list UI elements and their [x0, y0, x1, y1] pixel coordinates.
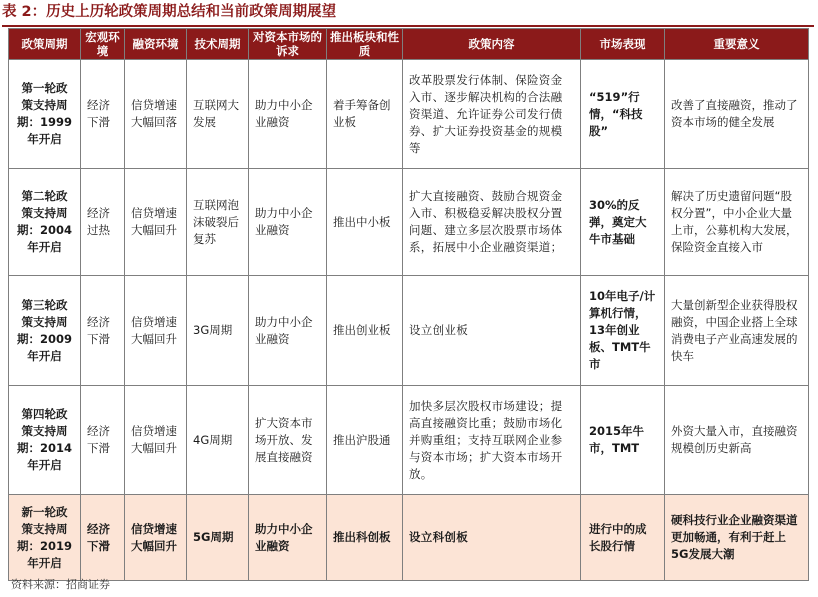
cell-board: 推出中小板 — [327, 169, 403, 276]
cell-significance: 外资大量入市，直接融资规模创历史新高 — [665, 386, 809, 495]
table-row — [9, 386, 809, 495]
cell-round: 第二轮政策支持周期：2004年开启 — [9, 169, 81, 276]
cell-market: “519”行情，“科技股” — [581, 60, 665, 169]
policy-cycle-table — [8, 28, 809, 581]
cell-content: 加快多层次股权市场建设；提高直接融资比重；鼓励市场化并购重组；支持互联网企业参与资本市场；扩大资本市场开放。 — [403, 386, 581, 495]
header-cell: 融资环境 — [125, 29, 187, 60]
cell-demand: 助力中小企业融资 — [249, 169, 327, 276]
table-row — [9, 60, 809, 169]
header-cell: 对资本市场的诉求 — [249, 29, 327, 60]
cell-financing: 信贷增速大幅回升 — [125, 169, 187, 276]
cell-board: 推出沪股通 — [327, 386, 403, 495]
cell-market: 进行中的成长股行情 — [581, 495, 665, 581]
cell-content: 设立科创板 — [403, 495, 581, 581]
table-title: 表 2：历史上历轮政策周期总结和当前政策周期展望 — [2, 4, 337, 20]
table-row — [9, 276, 809, 386]
cell-round: 第三轮政策支持周期：2009年开启 — [9, 276, 81, 386]
source-note: 资料来源：招商证券 — [11, 578, 110, 591]
cell-significance: 解决了历史遗留问题“股权分置”，中小企业大量上市，公募机构大发展，保险资金直接入市 — [665, 169, 809, 276]
cell-demand: 助力中小企业融资 — [249, 276, 327, 386]
cell-significance: 大量创新型企业获得股权融资，中国企业搭上全球消费电子产业高速发展的快车 — [665, 276, 809, 386]
cell-financing: 信贷增速大幅回落 — [125, 60, 187, 169]
header-cell: 推出板块和性质 — [327, 29, 403, 60]
header-cell: 政策内容 — [403, 29, 581, 60]
table-row-highlighted — [9, 495, 809, 581]
cell-tech: 4G周期 — [187, 386, 249, 495]
cell-demand: 助力中小企业融资 — [249, 60, 327, 169]
cell-round: 第四轮政策支持周期：2014年开启 — [9, 386, 81, 495]
cell-board: 推出创业板 — [327, 276, 403, 386]
cell-round: 新一轮政策支持周期：2019年开启 — [9, 495, 81, 581]
cell-macro: 经济下滑 — [81, 495, 125, 581]
cell-board: 推出科创板 — [327, 495, 403, 581]
cell-demand: 助力中小企业融资 — [249, 495, 327, 581]
cell-content: 设立创业板 — [403, 276, 581, 386]
header-cell: 市场表现 — [581, 29, 665, 60]
cell-tech: 5G周期 — [187, 495, 249, 581]
table-row — [9, 169, 809, 276]
cell-macro: 经济下滑 — [81, 386, 125, 495]
title-underline — [2, 25, 814, 27]
cell-financing: 信贷增速大幅回升 — [125, 386, 187, 495]
cell-market: 30%的反弹，奠定大牛市基础 — [581, 169, 665, 276]
cell-content: 扩大直接融资、鼓励合规资金入市、积极稳妥解决股权分置问题、建立多层次股票市场体系，拓展中小企业融资渠道； — [403, 169, 581, 276]
cell-financing: 信贷增速大幅回升 — [125, 276, 187, 386]
cell-market: 10年电子/计算机行情，13年创业板、TMT牛市 — [581, 276, 665, 386]
header-cell: 技术周期 — [187, 29, 249, 60]
cell-tech: 3G周期 — [187, 276, 249, 386]
cell-round: 第一轮政策支持周期：1999年开启 — [9, 60, 81, 169]
header-cell: 政策周期 — [9, 29, 81, 60]
cell-significance: 硬科技行业企业融资渠道更加畅通，有利于赶上5G发展大潮 — [665, 495, 809, 581]
cell-tech: 互联网大发展 — [187, 60, 249, 169]
header-cell: 宏观环境 — [81, 29, 125, 60]
cell-market: 2015年牛市，TMT — [581, 386, 665, 495]
cell-macro: 经济下滑 — [81, 60, 125, 169]
header-cell: 重要意义 — [665, 29, 809, 60]
header-row — [9, 29, 809, 60]
cell-financing: 信贷增速大幅回升 — [125, 495, 187, 581]
cell-significance: 改善了直接融资，推动了资本市场的健全发展 — [665, 60, 809, 169]
cell-board: 着手筹备创业板 — [327, 60, 403, 169]
cell-macro: 经济下滑 — [81, 276, 125, 386]
cell-demand: 扩大资本市场开放、发展直接融资 — [249, 386, 327, 495]
cell-tech: 互联网泡沫破裂后复苏 — [187, 169, 249, 276]
cell-macro: 经济过热 — [81, 169, 125, 276]
cell-content: 改革股票发行体制、保险资金入市、逐步解决机构的合法融资渠道、允许证券公司发行债券、扩大证券投资基金的规模等 — [403, 60, 581, 169]
